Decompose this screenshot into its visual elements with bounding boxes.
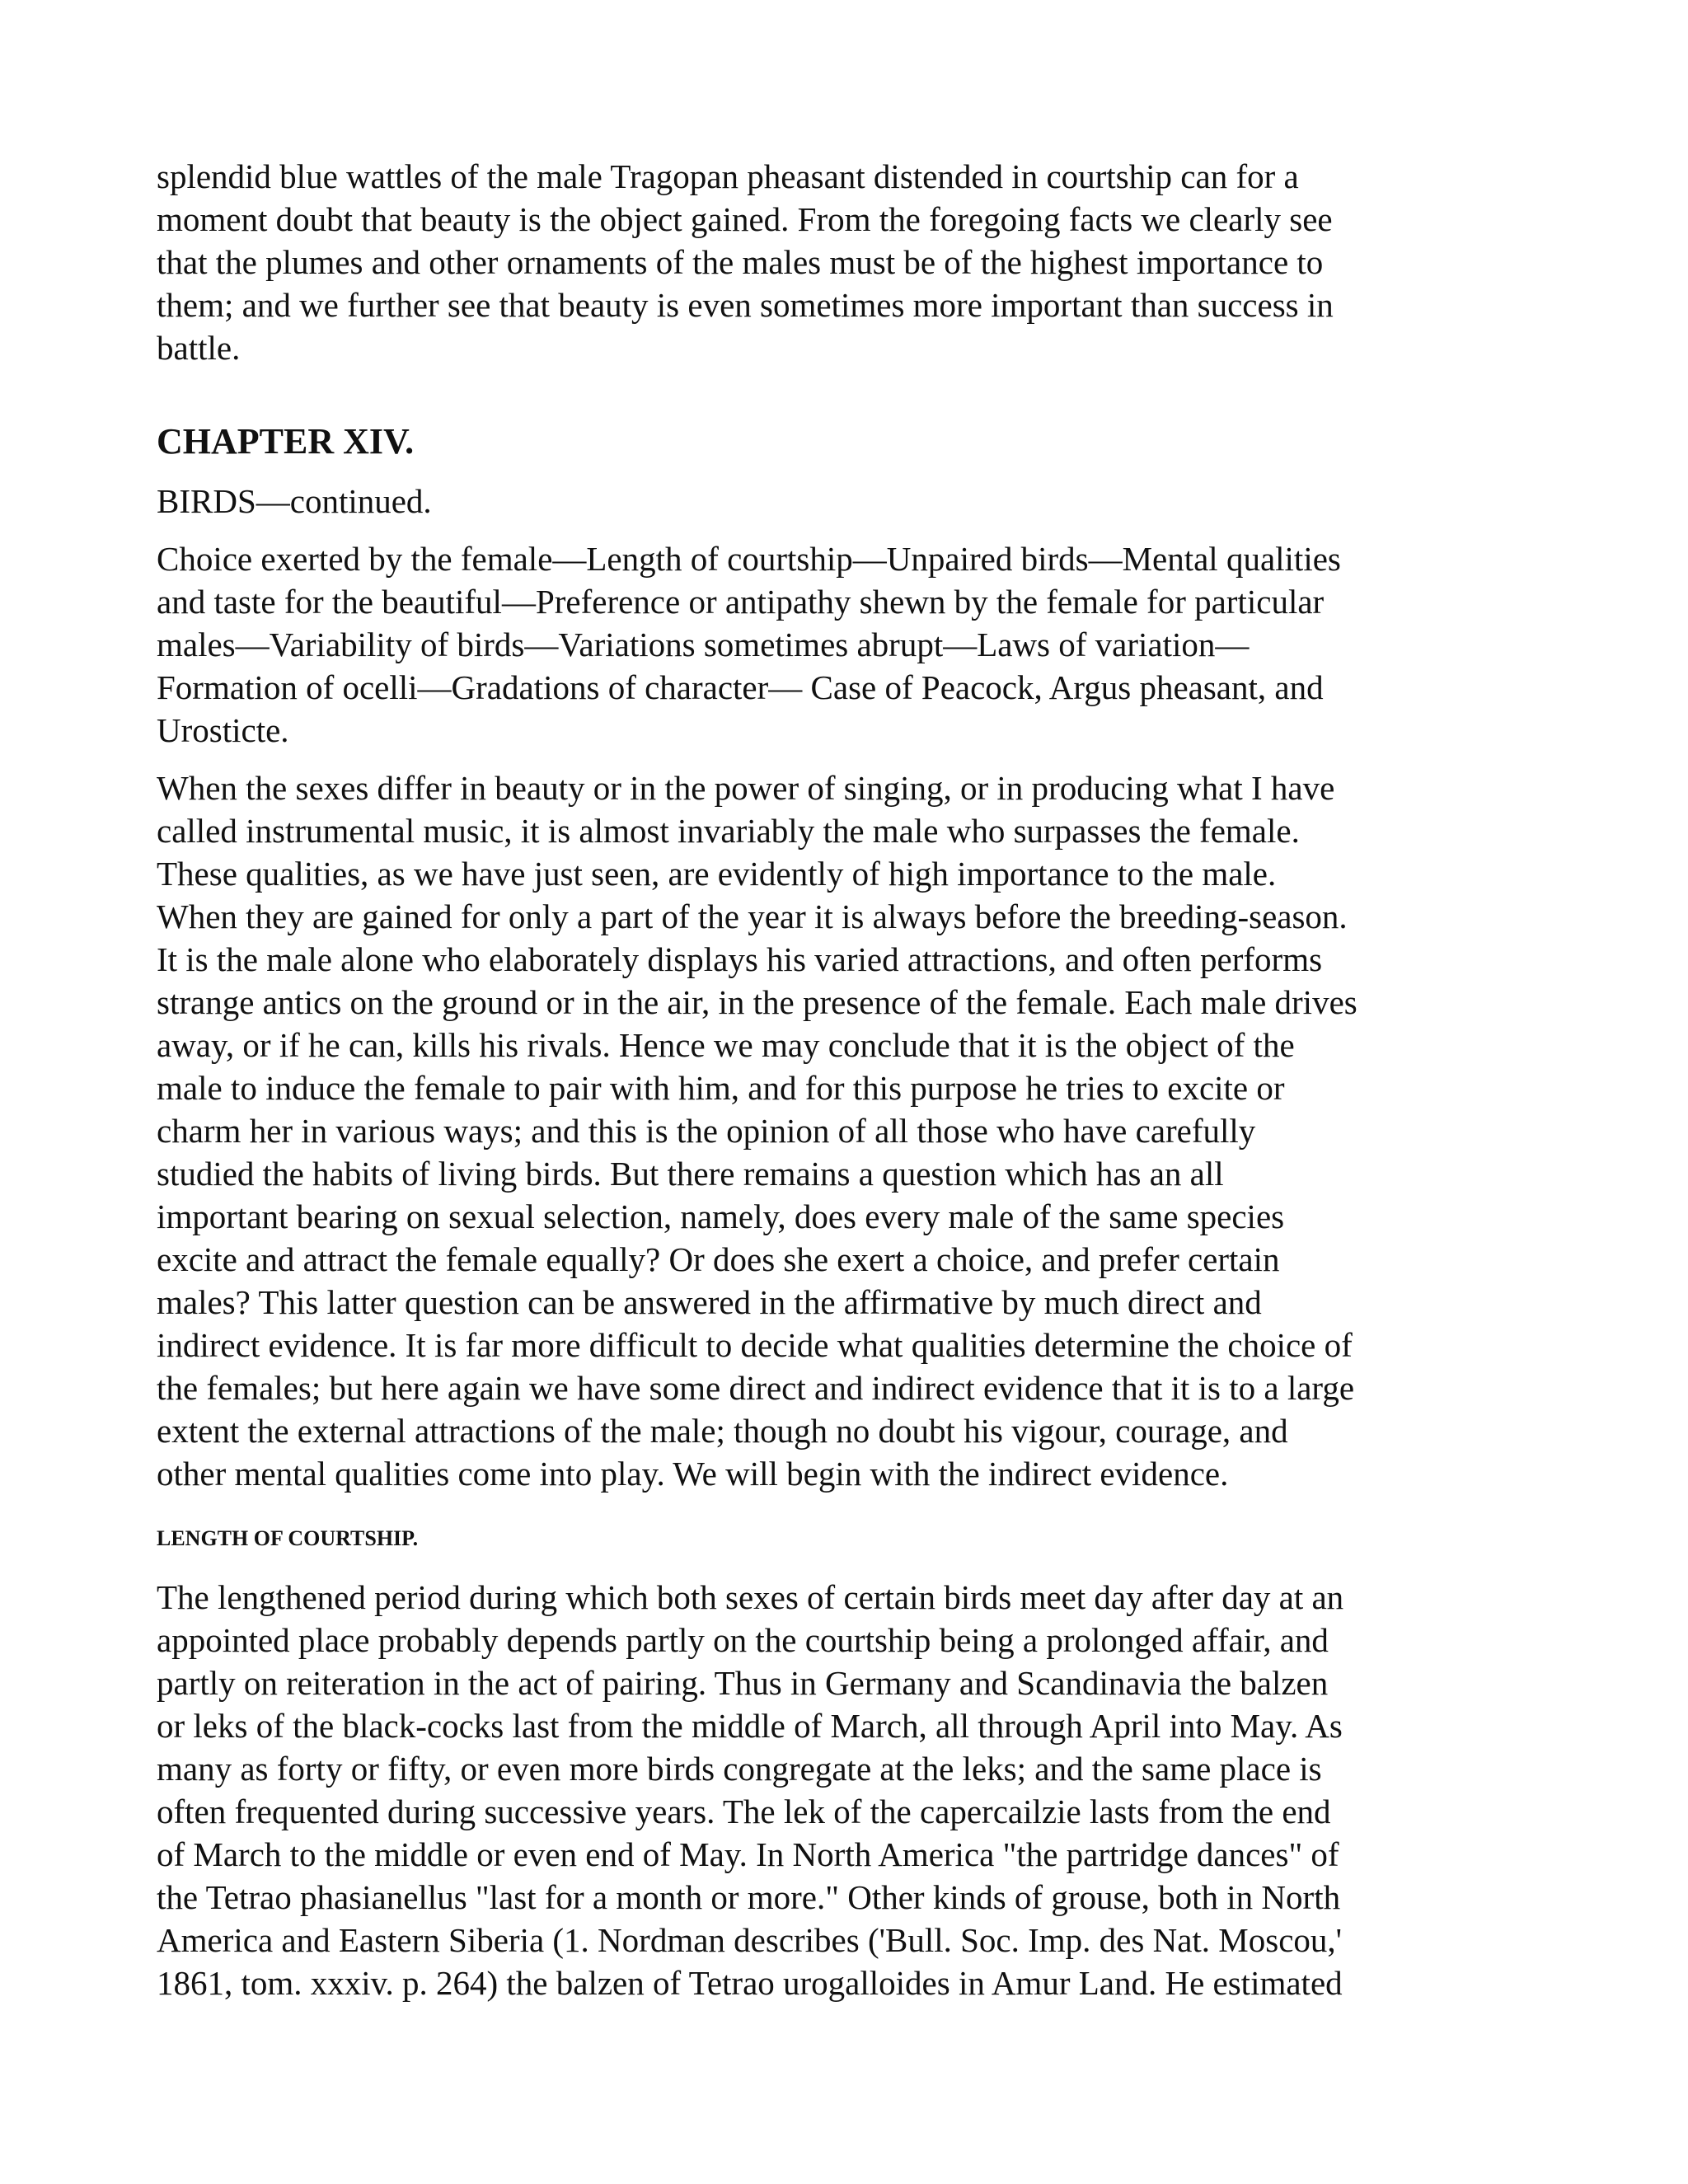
- main-paragraph: When the sexes differ in beauty or in the power of singing, or in producing what I have called instrumental music, it is almost invariably the male who surpasses the female. These qualities, as we have just seen, are evidently of high importance to the male. When they are gained for only a part of the year it is always before the breeding-season. It is the male alone who elaborately displays his varied attractions, and often performs strange antics on the ground or in the air, in the presence of the female. Each male drives away, or if he can, kills his rivals. Hence we may conclude that it is the object of the male to induce the female to pair with him, and for this purpose he tries to excite or charm her in various ways; and this is the opinion of all those who have carefully studied the habits of living birds. But there remains a question which has an all important bearing on sexual selection, namely, does every male of the same species excite and attract the female equally? Or does she exert a choice, and prefer certain males? This latter question can be answered in the affirmative by much direct and indirect evidence. It is far more difficult to decide what qualities determine the choice of the females; but here again we have some direct and indirect evidence that it is to a large extent the external attractions of the male; though no doubt his vigour, courage, and other mental qualities come into play. We will begin with the indirect evidence.: [157, 769, 1357, 1493]
- chapter-subtitle: BIRDS—continued.: [157, 482, 432, 520]
- section-title: LENGTH OF COURTSHIP.: [157, 1526, 419, 1550]
- chapter-summary: Choice exerted by the female—Length of courtship—Unpaired birds—Mental qualities and taste for the beautiful—Preference or antipathy shewn by the female for particular males—Variability of birds—Variations sometimes abrupt—Laws of variation— Formation of ocelli—Gradations of character— Case of Peacock, Argus pheasant, and Urosticte.: [157, 540, 1341, 749]
- section-paragraph: The lengthened period during which both sexes of certain birds meet day after day at an appointed place probably depends partly on the courtship being a prolonged affair, and partly on reiteration in the act of pairing. Thus in Germany and Scandinavia the balzen or leks of the black-cocks last from the middle of March, all through April into May. As many as forty or fifty, or even more birds congregate at the leks; and the same place is often frequented during successive years. The lek of the capercailzie lasts from the end of March to the middle or even end of May. In North America "the partridge dances" of the Tetrao phasianellus "last for a month or more." Other kinds of grouse, both in North America and Eastern Siberia (1. Nordman describes ('Bull. Soc. Imp. des Nat. Moscou,' 1861, tom. xxxiv. p. 264) the balzen of Tetrao urogalloides in Amur Land. He estimated: [157, 1578, 1344, 2002]
- intro-paragraph: splendid blue wattles of the male Tragopan pheasant distended in courtship can for a moment doubt that beauty is the object gained. From the foregoing facts we clearly see that the plumes and other ornaments of the males must be of the highest importance to them; and we further see that beauty is even sometimes more important than success in battle.: [157, 157, 1334, 367]
- document-page: [157, 155, 1558, 2027]
- chapter-title: CHAPTER XIV.: [157, 421, 415, 462]
